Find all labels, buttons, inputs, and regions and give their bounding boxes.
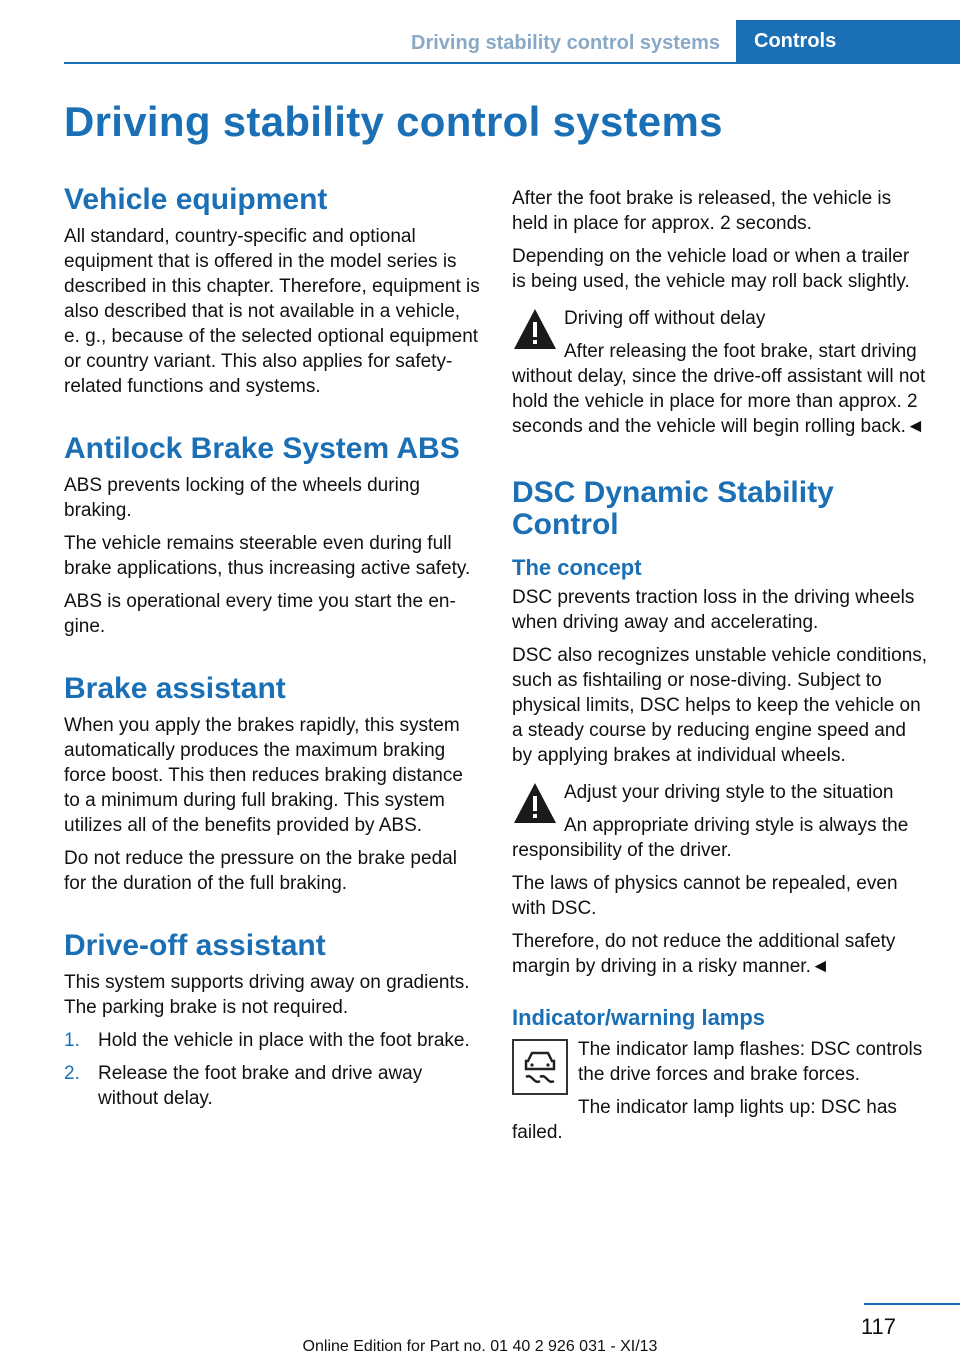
heading-brake-assistant: Brake assistant xyxy=(64,672,286,705)
right-column xyxy=(512,186,928,1153)
page-title: Driving stability control systems xyxy=(64,98,723,145)
warning-triangle-icon xyxy=(512,780,558,826)
step-text: Hold the vehicle in place with the foot brake. xyxy=(98,1030,470,1051)
paragraph: The vehicle remains steerable even during full brake applications, thus increasing active safety. xyxy=(64,533,471,579)
heading-the-concept: The concept xyxy=(512,555,642,580)
paragraph: This system supports driving away on gradients. The parking brake is not required. xyxy=(64,972,470,1018)
header-section-title: Driving stability control systems xyxy=(411,32,720,54)
warning-triangle-icon xyxy=(512,306,558,352)
list-item xyxy=(64,1028,480,1053)
paragraph: After the foot brake is released, the vehicle is held in place for approx. 2 seconds. xyxy=(512,188,892,234)
heading-drive-off-assistant: Drive-off assistant xyxy=(64,929,326,962)
step-number: 2. xyxy=(64,1063,80,1084)
indicator-block xyxy=(512,1037,928,1145)
heading-indicator-warning-lamps: Indicator/warning lamps xyxy=(512,1005,766,1030)
warning-title: Driving off without delay xyxy=(564,308,766,329)
left-column xyxy=(64,184,480,1119)
warning-block xyxy=(512,780,928,979)
paragraph: Do not reduce the pressure on the brake pedal for the duration of the full braking. xyxy=(64,848,457,894)
warning-text: After releasing the foot brake, start driving without delay, since the drive-off assistant will not hold the vehicle in place for more than approx. 2 seconds and the vehicle will begin rolling back.◄ xyxy=(512,341,926,437)
paragraph: ABS is operational every time you start the engine. xyxy=(64,591,456,637)
paragraph: All standard, country-specific and optional equipment that is offered in the model series is described in this chapter. Therefore, equipment is also described that is not available in a vehicle, e. g., because of the selected optional equipment or country variant. This also applies for safety-related functions and systems. xyxy=(64,226,480,397)
paragraph: ABS prevents locking of the wheels during braking. xyxy=(64,475,420,521)
list-item xyxy=(64,1061,480,1111)
heading-vehicle-equipment: Vehicle equipment xyxy=(64,183,328,216)
warning-text: The laws of physics cannot be repealed, even with DSC. xyxy=(512,873,898,919)
header-rule xyxy=(64,62,960,64)
dsc-skid-icon xyxy=(512,1039,568,1095)
warning-text: Therefore, do not reduce the additional safety margin by driving in a risky manner.◄ xyxy=(512,931,896,977)
paragraph: The indicator lamp lights up: DSC has failed. xyxy=(512,1097,897,1143)
paragraph: DSC prevents traction loss in the driving wheels when driving away and accelerating. xyxy=(512,587,915,633)
warning-text: An appropriate driving style is always the responsibility of the driver. xyxy=(512,815,909,861)
header-chapter-tab: Controls xyxy=(736,20,960,62)
page-number: 117 xyxy=(860,1314,896,1339)
paragraph: When you apply the brakes rapidly, this system automatically produces the maximum braking force boost. This then reduces braking distance to a minimum during full braking. This system utilizes all of the benefits provided by ABS. xyxy=(64,715,463,836)
steps-list xyxy=(64,1028,480,1111)
step-text: Release the foot brake and drive away without delay. xyxy=(98,1063,423,1109)
step-number: 1. xyxy=(64,1030,80,1051)
paragraph: The indicator lamp flashes: DSC controls the drive forces and brake forces. xyxy=(578,1039,923,1085)
paragraph: DSC also recognizes unstable vehicle conditions, such as fishtailing or nose-diving. Subject to physical limits, DSC helps to keep the vehicle on a steady course by reducing engine speed and by applying brakes at individual wheels. xyxy=(512,645,928,766)
paragraph: Depending on the vehicle load or when a trailer is being used, the vehicle may roll back slightly. xyxy=(512,246,910,292)
warning-block xyxy=(512,306,928,439)
edition-note: Online Edition for Part no. 01 40 2 926 031 - XI/13 xyxy=(302,1338,658,1355)
heading-dsc: DSC Dynamic Stability Control xyxy=(512,476,834,541)
footer-rule xyxy=(864,1303,960,1305)
heading-abs: Antilock Brake System ABS xyxy=(64,432,460,465)
warning-title: Adjust your driving style to the situation xyxy=(564,782,894,803)
